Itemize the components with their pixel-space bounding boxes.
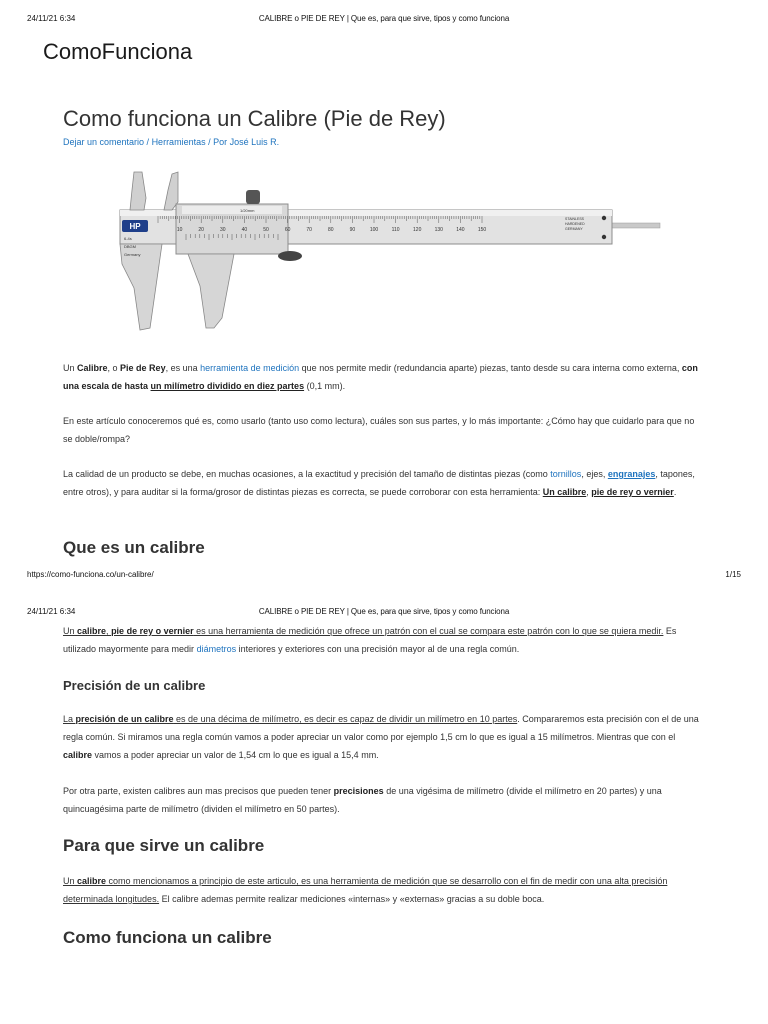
- purpose-paragraph: [63, 872, 705, 908]
- text-run: , ejes,: [581, 469, 608, 479]
- bold-underlined-text: pie de rey o vernier: [591, 487, 674, 497]
- bold-text: calibre: [63, 750, 93, 760]
- text-run: Un: [63, 363, 78, 373]
- intro-paragraph: [63, 359, 705, 395]
- bold-underlined-text: Un calibre: [542, 487, 587, 497]
- heading-precision: Precisión de un calibre: [63, 678, 206, 693]
- origin-line: Germany: [124, 252, 141, 257]
- origin-line: DBGM: [124, 244, 136, 249]
- article-title: Como funciona un Calibre (Pie de Rey): [63, 106, 446, 131]
- text-run: que nos permite medir (redundancia aparte) piezas, tanto desde su cara interna como externa,: [299, 363, 682, 373]
- scale-number: 20: [198, 227, 204, 233]
- text-run: Un: [63, 876, 78, 886]
- scale-number: 140: [456, 227, 465, 233]
- scale-number: 150: [477, 227, 487, 233]
- beam-label: STAINLESS: [565, 217, 584, 221]
- site-title[interactable]: ComoFunciona: [43, 39, 193, 64]
- scale-number: 70: [306, 227, 312, 233]
- text-run: , o: [107, 363, 121, 373]
- beam-label: HARDENED: [565, 222, 585, 226]
- text-run: de una vigésima de milímetro (divide el milímetro en 20 partes) y una quincuagésima parte de milímetro (dividen el milímetro en 50 partes).: [63, 786, 662, 814]
- bold-text: precisión de un calibre: [75, 714, 174, 724]
- precision-extra-paragraph: [63, 782, 705, 818]
- article-paragraph: En este artículo conoceremos qué es, como usarlo (tanto uso como lectura), cuáles son sus partes, y lo más importante: ¿Cómo hay que cuidarlo para que no se doble/rompa?: [63, 416, 695, 444]
- scale-number: 130: [434, 227, 443, 233]
- bold-text: Calibre: [77, 363, 108, 373]
- scale-number: 100: [369, 227, 379, 233]
- text-run: es de una décima de milímetro, es decir es capaz de dividir un milímetro en 10 partes: [173, 714, 518, 724]
- print-title: CALIBRE o PIE DE REY | Que es, para que sirve, tipos y como funciona: [258, 14, 510, 23]
- bold-underlined-text: un milímetro dividido en diez partes: [150, 381, 305, 391]
- author-link[interactable]: José Luis R.: [229, 137, 280, 147]
- text-run: como mencionamos a principio de este articulo, es una herramienta de medición que se desarrollo con el fin de medir con una alta precisión determinada longitudes.: [63, 876, 668, 904]
- heading-que-es: Que es un calibre: [63, 538, 205, 557]
- caliper-image: [110, 168, 670, 336]
- print-date: 24/11/21 6:34: [27, 607, 76, 616]
- comment-link[interactable]: Dejar un comentario: [63, 137, 145, 147]
- text-run: , es una: [165, 363, 201, 373]
- scale-number: 40: [241, 227, 248, 233]
- text-run: La calidad de un producto se debe, en muchas ocasiones, a la exactitud y precisión del tamaño de distintas piezas (como: [63, 469, 551, 479]
- caliper-illustration: [110, 168, 670, 336]
- text-run: Un: [63, 626, 78, 636]
- print-date: 24/11/21 6:34: [27, 14, 76, 23]
- text-run: ,: [106, 626, 112, 636]
- text-run: Por otra parte, existen calibres aun mas precisos que pueden tener: [63, 786, 334, 796]
- text-run: es una herramienta de medición que ofrece un patrón con el cual se compara este patrón con lo que se quiera medir.: [193, 626, 664, 636]
- link-tornillos[interactable]: tornillos: [550, 469, 582, 479]
- text-run: ,: [586, 487, 592, 497]
- text-run: Es utilizado mayormente para medir: [63, 626, 677, 654]
- meta-separator: /: [144, 137, 152, 147]
- category-link[interactable]: Herramientas: [151, 137, 206, 147]
- text-run: interiores y exteriores con una precisión mayor al de una regla común.: [236, 644, 520, 654]
- text-run: El calibre ademas permite realizar mediciones «internas» y «externas» gracias a su doble boca.: [159, 894, 545, 904]
- bold-text: precisiones: [333, 786, 384, 796]
- beam-label: GERMANY: [565, 227, 583, 231]
- scale-number: 90: [349, 227, 356, 233]
- scale-number: 60: [284, 227, 291, 233]
- scale-number: 50: [263, 227, 269, 233]
- bold-text: calibre: [77, 626, 107, 636]
- heading-para-que: Para que sirve un calibre: [63, 836, 265, 855]
- bold-text: con una escala de hasta: [63, 363, 698, 391]
- text-run: La: [63, 714, 76, 724]
- bold-text: calibre: [77, 876, 107, 886]
- print-title: CALIBRE o PIE DE REY | Que es, para que sirve, tipos y como funciona: [258, 607, 510, 616]
- scale-number: 80: [328, 227, 334, 233]
- bold-text: pie de rey o vernier: [111, 626, 194, 636]
- meta-separator: / Por: [205, 137, 230, 147]
- link-diametros[interactable]: diámetros: [196, 644, 237, 654]
- text-run: .: [673, 487, 677, 497]
- underlined-text: [63, 626, 663, 636]
- link-engranajes[interactable]: engranajes: [607, 469, 656, 479]
- heading-como-funciona: Como funciona un calibre: [63, 928, 272, 947]
- origin-line: 6-4s: [124, 236, 132, 241]
- definition-paragraph: [63, 622, 705, 658]
- link-herramienta-medicion[interactable]: herramienta de medición: [200, 363, 300, 373]
- print-page-number: 1/15: [725, 570, 741, 579]
- underlined-text: [63, 714, 517, 724]
- vernier-label: 1/20mm: [240, 208, 255, 213]
- text-run: . Compararemos esta precisión con el de una regla común. Si miramos una regla común vamos a poder apreciar un valor como por ejemplo 1,5 cm lo que es igual a 15 milímetros. Mientras que con el: [63, 714, 699, 742]
- scale-number: 110: [391, 227, 400, 233]
- text-run: (0,1 mm).: [304, 381, 346, 391]
- scale-number: 30: [220, 227, 226, 233]
- scale-number: 10: [176, 227, 183, 233]
- print-url: https://como-funciona.co/un-calibre/: [27, 570, 154, 579]
- quality-paragraph: [63, 465, 705, 501]
- text-run: vamos a poder apreciar un valor de 1,54 cm lo que es igual a 15,4 mm.: [92, 750, 379, 760]
- scale-number: 120: [413, 227, 422, 233]
- brand-logo-text: HP: [129, 222, 141, 231]
- post-meta: [63, 137, 279, 147]
- bold-text: Pie de Rey: [120, 363, 166, 373]
- precision-paragraph: [63, 710, 705, 764]
- text-run: , tapones, entre otros), y para auditar si la forma/grosor de distintas piezas es correcta, se puede corroborar con esta herramienta:: [63, 469, 695, 497]
